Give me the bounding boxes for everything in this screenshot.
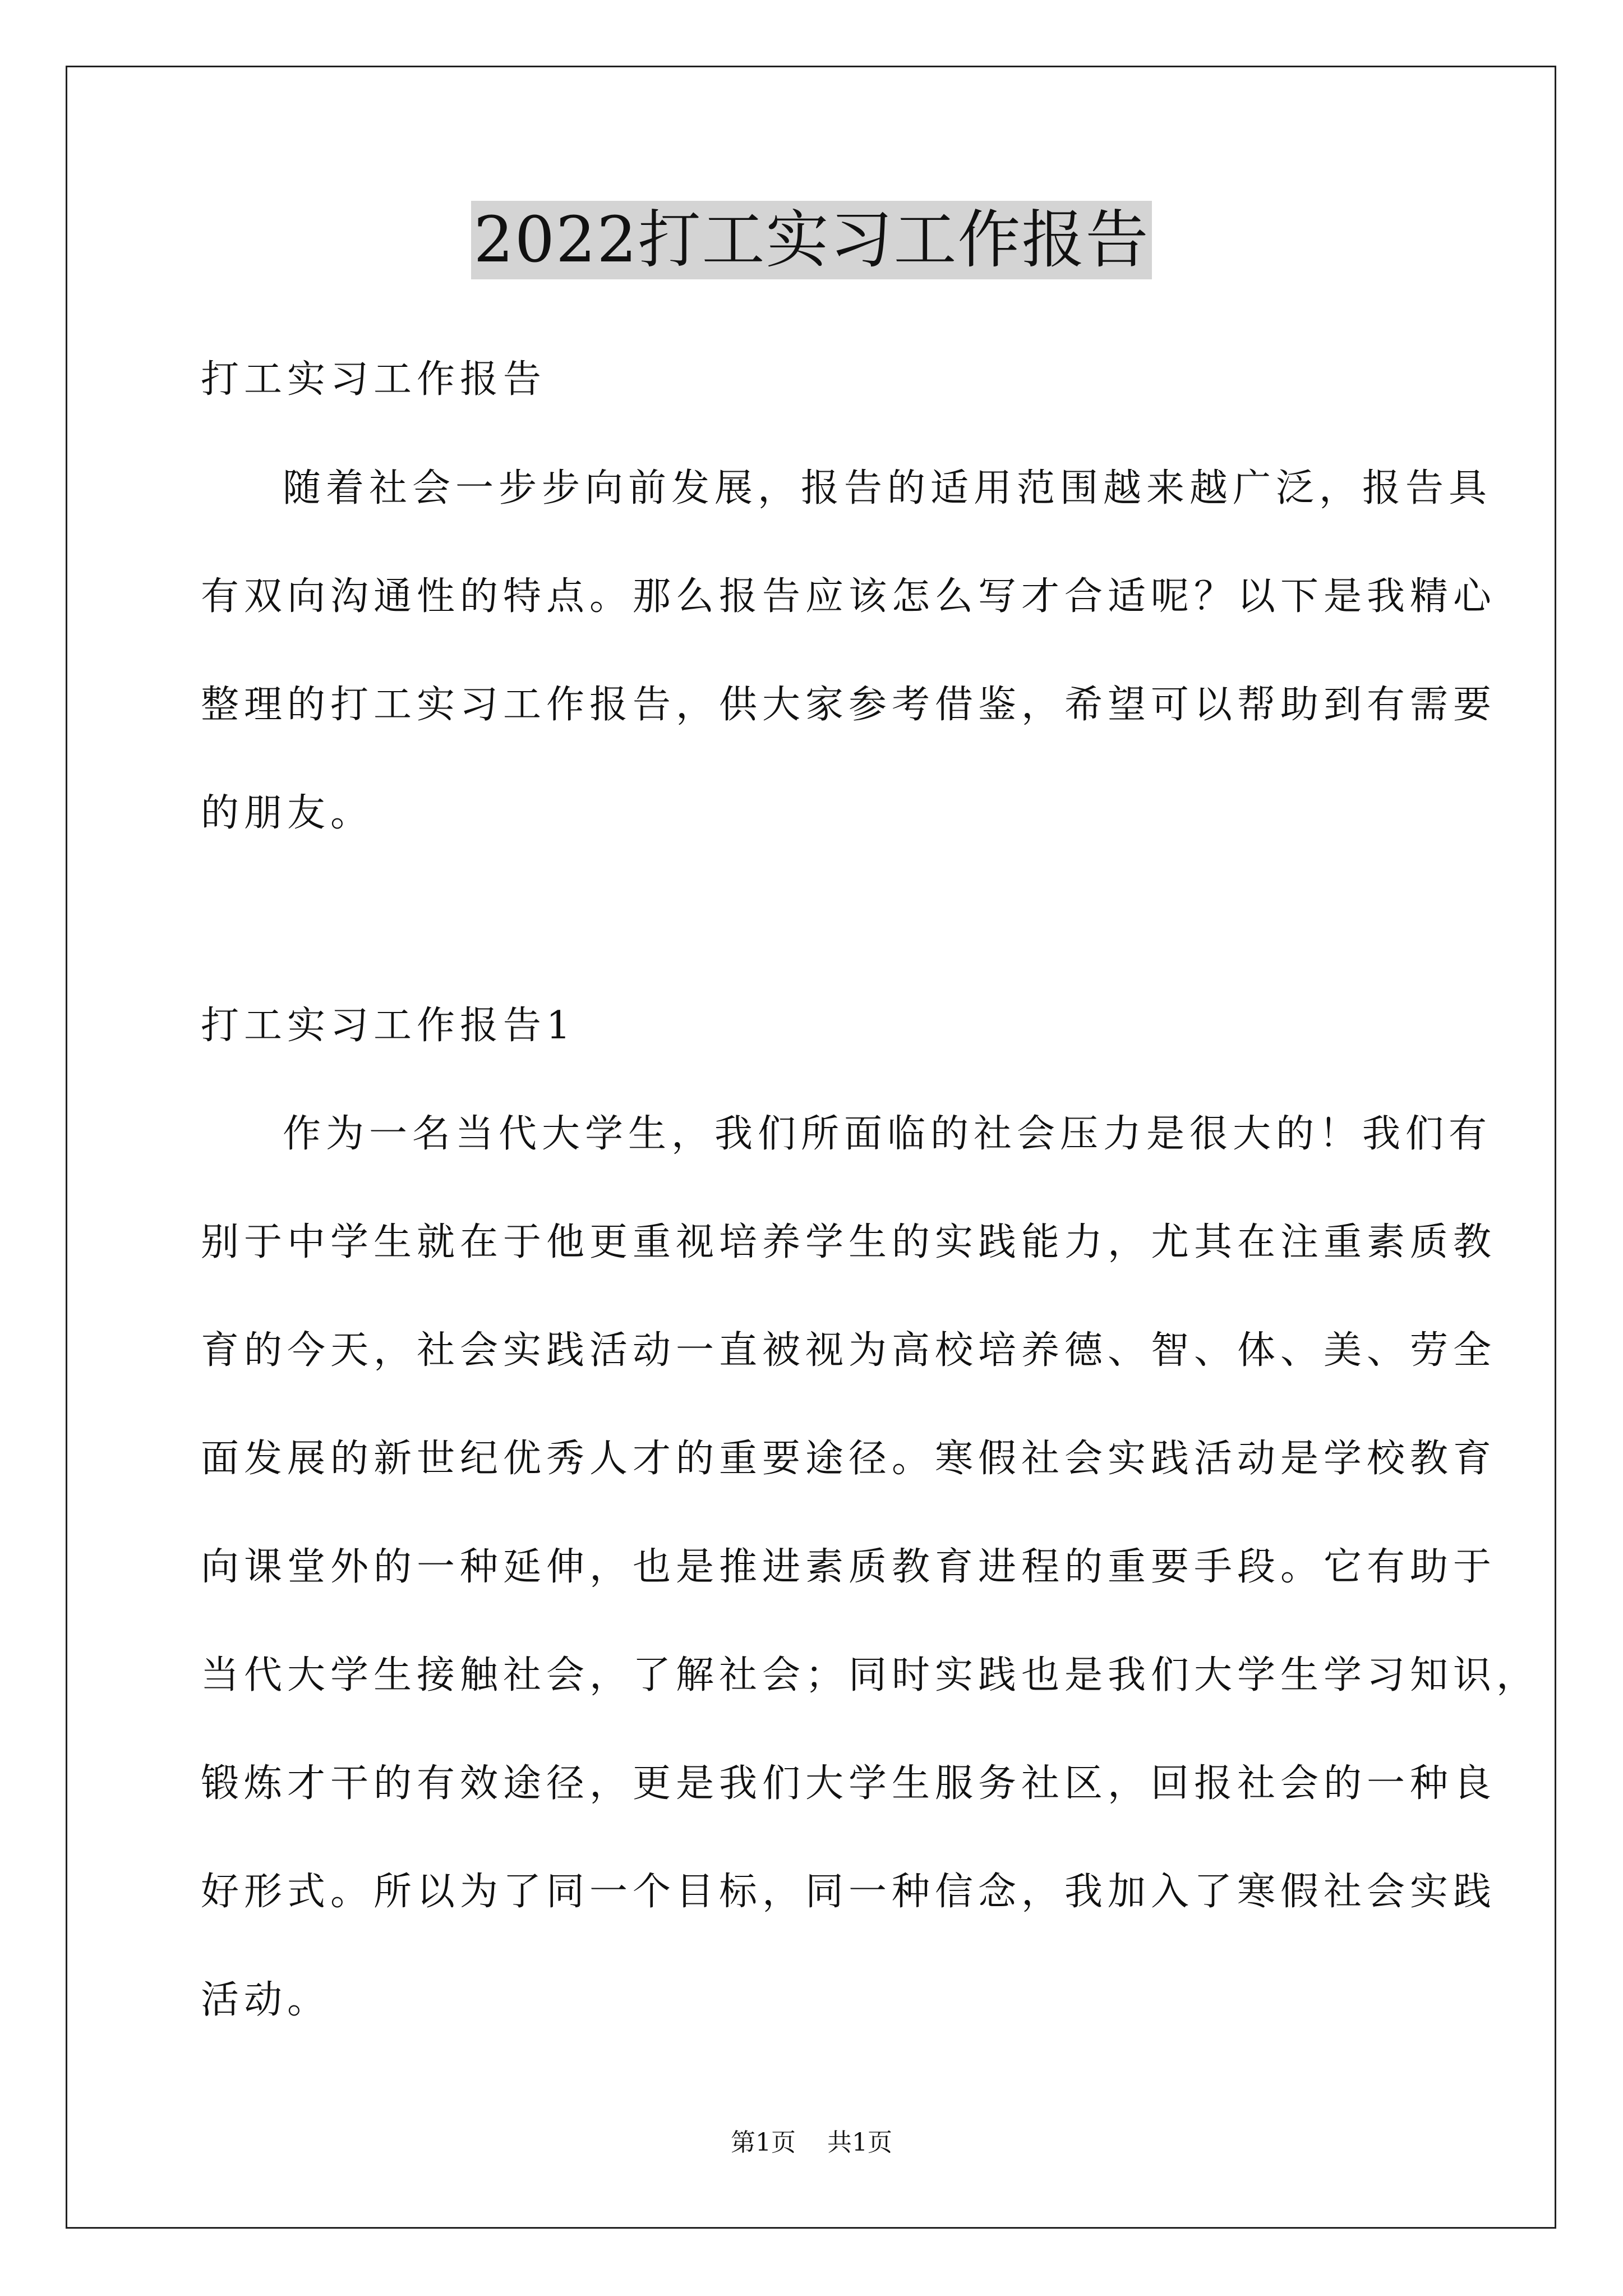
section1-line-6: 当代大学生接触社会，了解社会；同时实践也是我们大学生学习知识， [201,1653,1540,1697]
intro-line-4: 的朋友。 [201,791,374,835]
page-total: 共1页 [827,2128,892,2157]
section1-line-7: 锻炼才干的有效途径，更是我们大学生服务社区，回报社会的一种良 [201,1761,1497,1806]
section1-line-3: 育的今天，社会实践活动一直被视为高校培养德、智、体、美、劳全 [201,1328,1497,1373]
page-footer [0,2126,1623,2160]
section1-line-4: 面发展的新世纪优秀人才的重要途径。寒假社会实践活动是学校教育 [201,1437,1497,1481]
section1-line-2: 别于中学生就在于他更重视培养学生的实践能力，尤其在注重素质教 [201,1220,1497,1264]
section1-line-8: 好形式。所以为了同一个目标，同一种信念，我加入了寒假社会实践 [201,1870,1497,1914]
section1-line-1: 作为一名当代大学生，我们所面临的社会压力是很大的！我们有 [283,1112,1492,1156]
intro-line-1: 随着社会一步步向前发展，报告的适用范围越来越广泛，报告具 [283,466,1492,510]
intro-heading: 打工实习工作报告 [201,357,547,402]
section1-heading: 打工实习工作报告1 [201,1004,576,1048]
section1-line-9: 活动。 [201,1978,331,2022]
intro-line-2: 有双向沟通性的特点。那么报告应该怎么写才合适呢？以下是我精心 [201,574,1497,619]
title-container [0,201,1623,279]
section1-line-5: 向课堂外的一种延伸，也是推进素质教育进程的重要手段。它有助于 [201,1545,1497,1589]
page-number: 第1页 [731,2128,796,2157]
intro-line-3: 整理的打工实习工作报告，供大家参考借鉴，希望可以帮助到有需要 [201,683,1497,727]
document-title: 2022打工实习工作报告 [471,201,1151,279]
